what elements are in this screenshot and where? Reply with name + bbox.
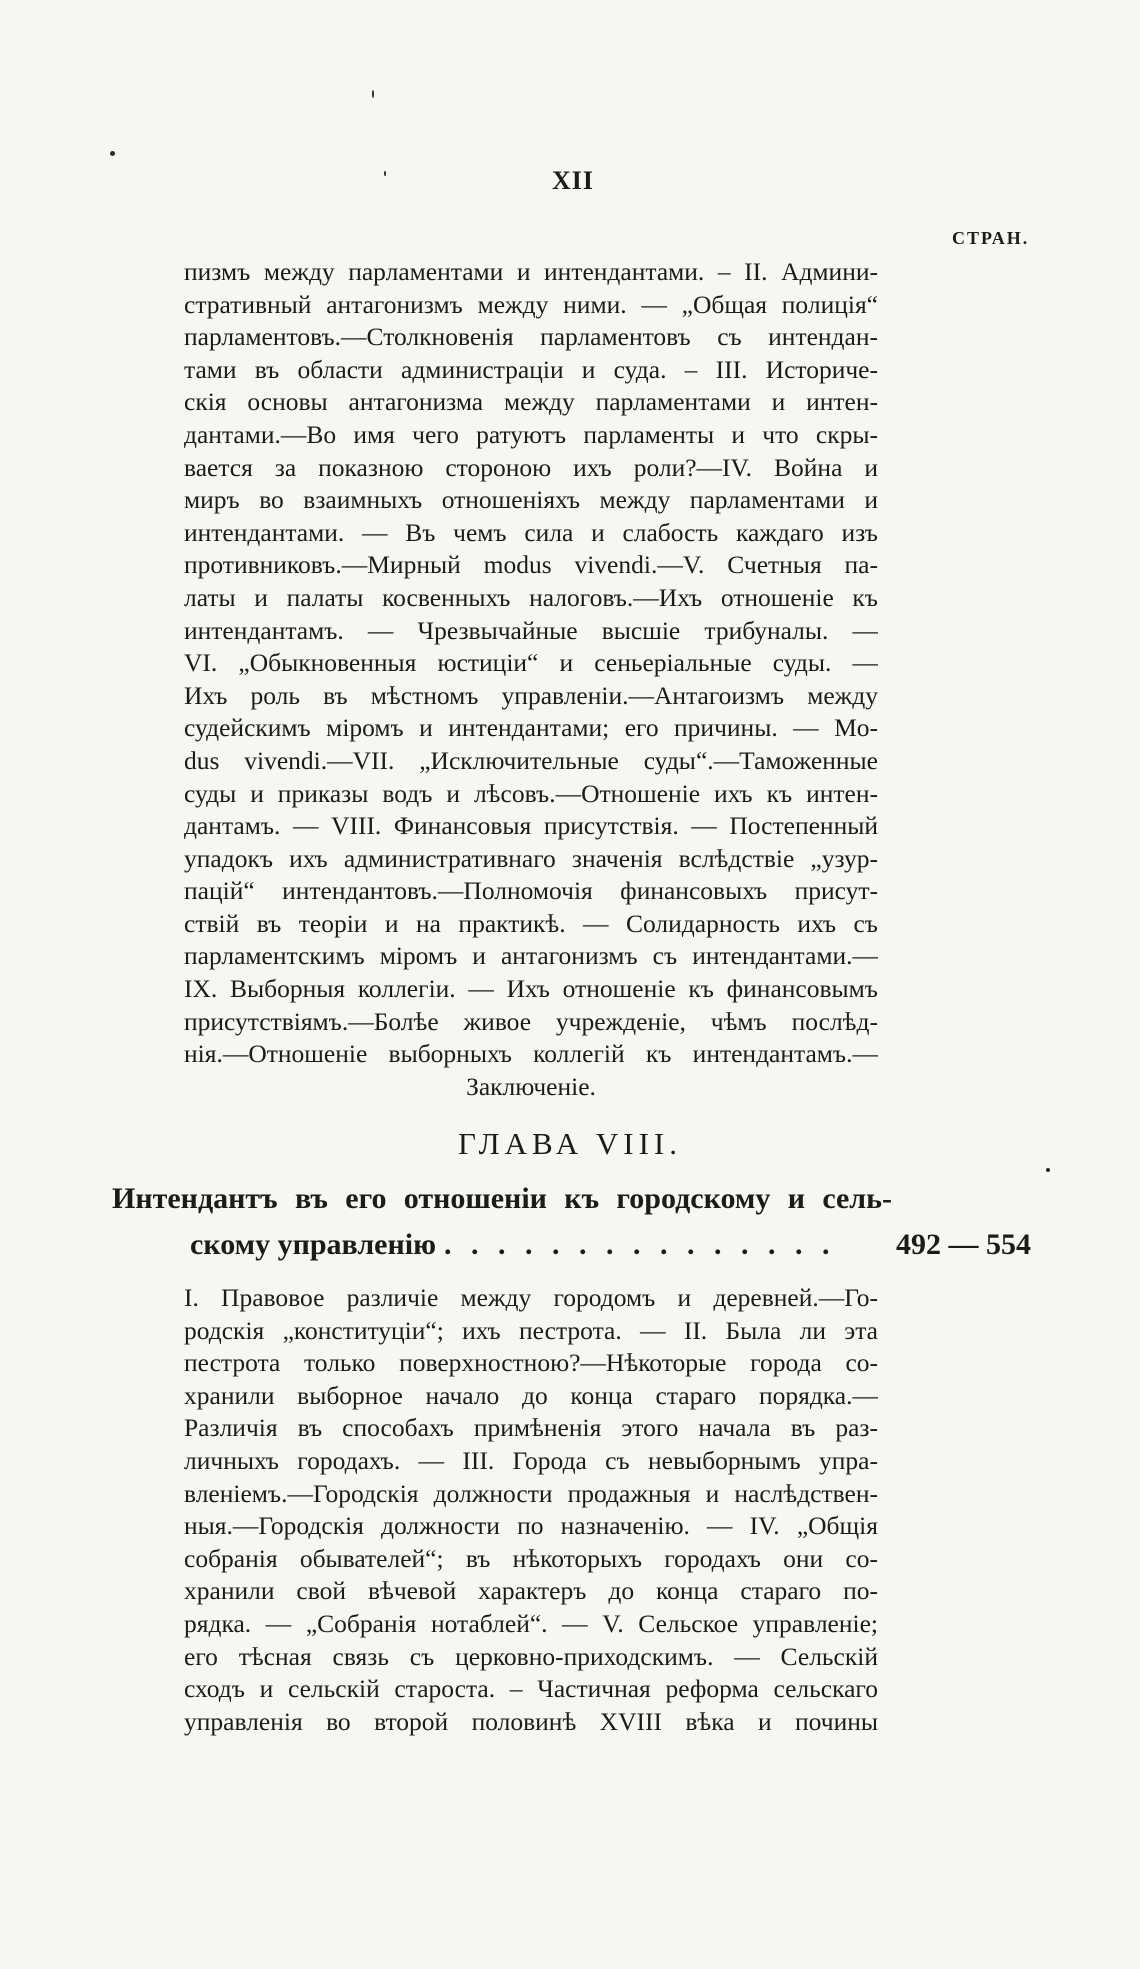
- page-number: XII: [552, 166, 595, 195]
- text-line: скія основы антагонизма между парламентами и интен-: [184, 387, 878, 417]
- text-line: стративный антагонизмъ между ними. — „Общая полиція“: [184, 289, 878, 319]
- text-line: сходъ и сельскій староста. – Частичная реформа сельскаго: [184, 1674, 878, 1704]
- text-line: рядка. — „Собранія нотаблей“. — V. Сельское управленіе;: [184, 1608, 878, 1638]
- text-line: пизмъ между парламентами и интендантами. – II. Админи-: [184, 257, 878, 286]
- text-line: хранили свой вѣчевой характеръ до конца стараго по-: [184, 1576, 878, 1606]
- chapter-heading: ГЛАВА VIII.: [458, 1126, 682, 1161]
- text-line: противниковъ.—Мирный modus vivendi.—V. Счетныя па-: [184, 550, 878, 580]
- ink-speck: [372, 90, 374, 98]
- text-line: собранія обывателей“; въ нѣкоторыхъ городахъ они со-: [184, 1543, 878, 1573]
- column-label: СТРАН.: [952, 228, 1030, 248]
- chapter-title-text: скому управленію: [190, 1228, 437, 1261]
- text-line: присутствіямъ.—Болѣе живое учрежденіе, чѣмъ послѣд-: [184, 1006, 878, 1036]
- text-line: дантами.—Во имя чего ратуютъ парламенты и что скры-: [184, 419, 878, 449]
- text-line: ствій въ теоріи и на практикѣ. — Солидарность ихъ съ: [184, 908, 878, 938]
- text-line: Ихъ роль въ мѣстномъ управленіи.—Антагоизмъ между: [184, 680, 878, 710]
- text-line: пацій“ интендантовъ.—Полномочія финансовыхъ присут-: [184, 876, 878, 906]
- text-line: родскія „конституціи“; ихъ пестрота. — II. Была ли эта: [184, 1315, 878, 1345]
- text-line: вленіемъ.—Городскія должности продажныя и наслѣдствен-: [184, 1478, 878, 1508]
- text-line: управленія во второй половинѣ XVIII вѣка и почины: [184, 1706, 878, 1736]
- text-line: ныя.—Городскія должности по назначенію. — IV. „Общія: [184, 1511, 878, 1541]
- chapter-page-range: 492 — 554: [896, 1228, 1031, 1261]
- text-line: дантамъ. — VIII. Финансовыя присутствія. — Постепенный: [184, 811, 878, 841]
- chapter-title-line-2: [190, 1228, 880, 1262]
- text-line: латы и палаты косвенныхъ налоговъ.—Ихъ отношеніе къ: [184, 582, 878, 612]
- text-line: вается за показною стороною ихъ роли?—IV. Война и: [184, 452, 878, 482]
- text-line: хранили выборное начало до конца стараго порядка.—: [184, 1380, 878, 1410]
- ink-speck: [110, 151, 115, 156]
- text-line: Различія въ способахъ примѣненія этого начала въ раз-: [184, 1413, 878, 1443]
- text-line: тами въ области администраціи и суда. – III. Историче-: [184, 354, 878, 384]
- ink-speck: [1046, 1168, 1050, 1172]
- text-line: парламентовъ.—Столкновенія парламентовъ съ интендан-: [184, 322, 878, 352]
- contents-section-2: [184, 1282, 878, 1738]
- text-line: суды и приказы водъ и лѣсовъ.—Отношеніе ихъ къ интен-: [184, 778, 878, 808]
- text-line: личныхъ городахъ. — III. Города съ невыборнымъ упра-: [184, 1445, 878, 1475]
- chapter-title-line-1: Интендантъ въ его отношеніи къ городскому и сель-: [112, 1182, 892, 1215]
- text-line: IX. Выборныя коллегіи. — Ихъ отношеніе къ финансовымъ: [184, 974, 878, 1004]
- ink-speck: [384, 171, 386, 176]
- text-line: его тѣсная связь съ церковно-приходскимъ. — Сельскій: [184, 1641, 878, 1671]
- text-line: пестрота только поверхностною?—Нѣкоторые города со-: [184, 1348, 878, 1378]
- text-line-conclusion: Заключеніе.: [466, 1071, 596, 1101]
- text-line: dus vivendi.—VII. „Исключительные суды“.—Таможенные: [184, 745, 878, 775]
- contents-section-1: [184, 256, 878, 1103]
- text-line: судейскимъ міромъ и интендантами; его причины. — Mo-: [184, 713, 878, 743]
- text-line: миръ во взаимныхъ отношеніяхъ между парламентами и: [184, 485, 878, 515]
- text-line: VI. „Обыкновенныя юстиціи“ и сеньеріальные суды. —: [184, 648, 878, 678]
- text-line: парламентскимъ міромъ и антагонизмъ съ интендантами.—: [184, 941, 878, 971]
- text-line: I. Правовое различіе между городомъ и деревней.—Го-: [184, 1283, 878, 1312]
- text-line: упадокъ ихъ административнаго значенія вслѣдствіе „узур-: [184, 843, 878, 873]
- text-line: интендантами. — Въ чемъ сила и слабость каждаго изъ: [184, 517, 878, 547]
- text-line: нія.—Отношеніе выборныхъ коллегій къ интендантамъ.—: [184, 1039, 878, 1069]
- text-line: интендантамъ. — Чрезвычайные высшіе трибуналы. —: [184, 615, 878, 645]
- dot-leader: . . . . . . . . . . . . . . .: [444, 1228, 836, 1261]
